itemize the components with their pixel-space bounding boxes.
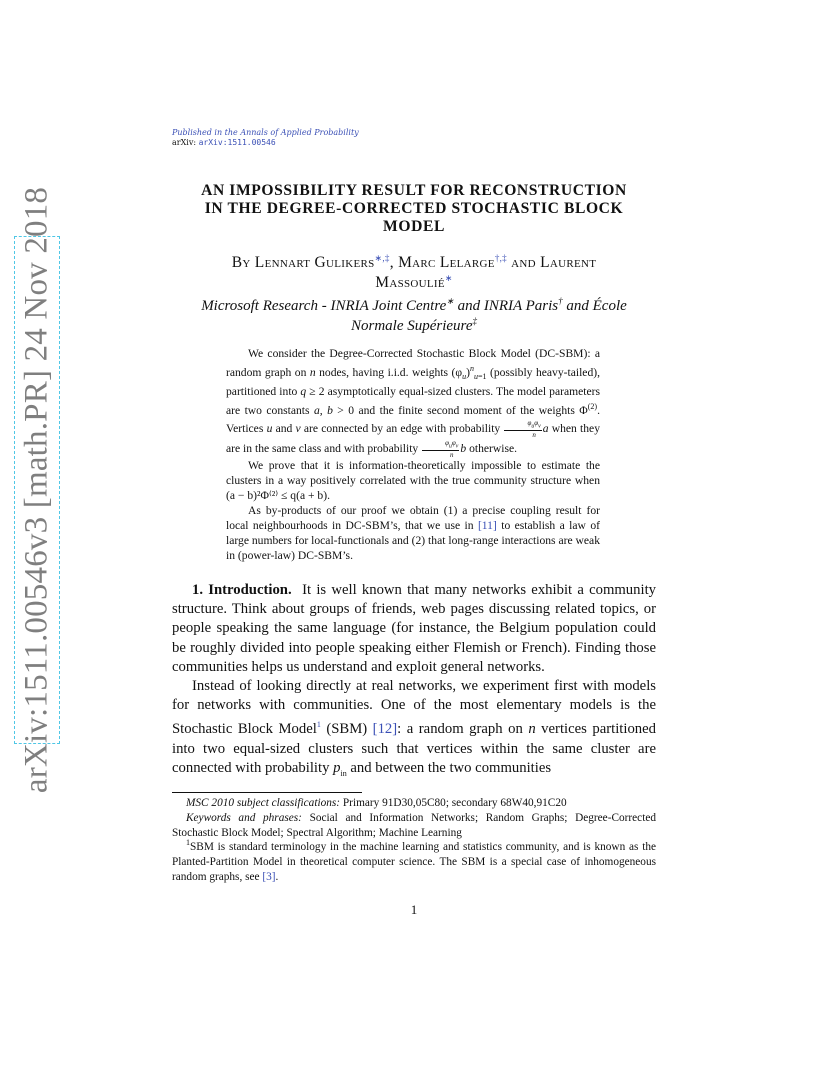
citation-3[interactable]: [3] [262,870,276,883]
arxiv-line [172,138,276,147]
footnote-1: $^1$SBM is standard terminology in the machine learning and statistics community, and is known as the Planted-Partition Model in theoretical computer science. The SBM is a special case of inhomogeneous random graphs, see [3]. [172,838,656,883]
affiliations: Microsoft Research - INRIA Joint Centre∗ and INRIA Paris† and École Normale Supérieure‡ [201,296,627,334]
author-gulikers: Lennart Gulikers [254,254,375,271]
citation-11[interactable]: [11] [477,519,497,533]
footnote-ref-1[interactable]: 1 [316,720,321,730]
author-massoulie: Massoulié [375,274,445,291]
intro-paragraph-1: 1. Introduction. It is well known that many networks exhibit a community structure. Think about groups of friends, web pages discussing related topics, or people speaking the same language (for instance, the Belgium population could be roughly divided into people speaking either Flemish or French). Finding those communities helps us understand and exploit general networks. [172,582,656,675]
abstract-paragraph-3: As by-products of our proof we obtain (1) a precise coupling result for local neighbourhoods in DC-SBM’s, that we use in [11] to establish a law of large numbers for local-functionals and (2) that long-range interactions are weak in (power-law) DC-SBM’s. [226,504,600,562]
msc-classification: MSC 2010 subject classifications: Primary 91D30,05C80; secondary 68W40,91C20 [186,797,567,809]
author-first-massoulie: Laurent [540,254,597,271]
arxiv-id-link[interactable]: arXiv:1511.00546 [198,138,276,147]
author-mark-3[interactable]: ∗ [444,272,453,283]
abstract [226,347,600,564]
title-line-2: IN THE DEGREE-CORRECTED STOCHASTIC BLOCK [204,200,624,217]
paper-title [172,182,656,236]
by-word: By [231,254,251,271]
footnotes [172,796,656,885]
author-lelarge: Marc Lelarge [398,254,495,271]
author-mark-2[interactable]: †,‡ [494,252,507,263]
arxiv-side-stamp [14,186,60,794]
section-heading: 1. Introduction. [192,582,292,598]
page-number: 1 [410,902,418,917]
arxiv-prefix: arXiv: [172,138,197,147]
abstract-paragraph-2: We prove that it is information-theoretically impossible to estimate the clusters in a way positively correlated with the true community structure when (a − b)²Φ⁽²⁾ ≤ q(a + b). [226,459,600,503]
published-note: Published in the Annals of Applied Probability [172,128,359,137]
title-line-3: MODEL [383,218,445,235]
arxiv-stamp-text: arXiv:1511.00546v3 [math.PR] 24 Nov 2018 [18,186,55,794]
author-list: By Lennart Gulikers∗,‡, Marc Lelarge†,‡ and Laurent Massoulié∗ [231,252,597,291]
introduction-section [172,581,656,783]
author-mark-1[interactable]: ∗,‡ [374,252,390,263]
title-line-1: AN IMPOSSIBILITY RESULT FOR RECONSTRUCTION [201,182,627,199]
abstract-paragraph-1: We consider the Degree-Corrected Stochastic Block Model (DC-SBM): a random graph on n nodes, having i.i.d. weights $(\varphi_u)^n_{u=1}$ (possibly heavy-tailed), partitioned into q ≥ 2 asymptotically equal-sized clusters. The model parameters are two constants a, b > 0 and the finite second moment of the weights $\Phi^{(2)}$. Vertices u and v are connected by an edge with probability $\frac{\varphi_u\varphi_v}{n}$ a when they are in the same class and with probability $\frac{\varphi_u\varphi_v}{n}$ b otherwise. [226,347,601,460]
footnote-rule [172,792,362,793]
citation-12[interactable]: [12] [372,721,398,738]
intro-paragraph-2: Instead of looking directly at real networks, we experiment first with models for networks with communities. One of the most elementary models is the Stochastic Block Model$^1$ (SBM) [12]: a random graph on n vertices partitioned into two equal-sized clusters such that vertices within the same cluster are connected with probability $p_{in}$ and between the two communities [172,678,656,778]
keywords: Keywords and phrases: Social and Information Networks; Random Graphs; Degree-Corrected Stochastic Block Model; Spectral Algorithm; Machine Learning [172,811,656,839]
